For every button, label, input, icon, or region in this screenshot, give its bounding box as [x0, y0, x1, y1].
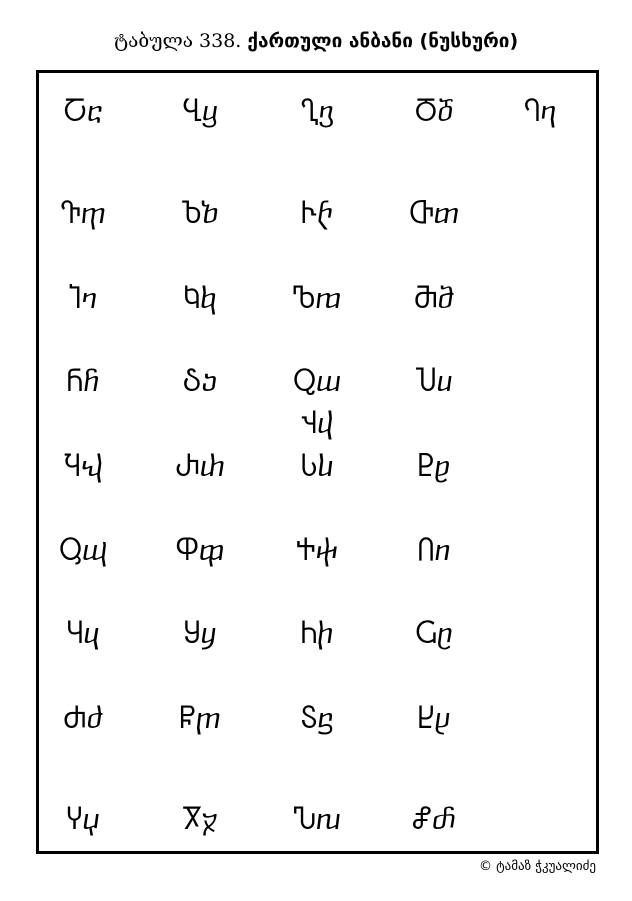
letter-cell: Ⴂⴂ — [300, 97, 334, 128]
letter-cell: Ⴖⴖ — [417, 536, 451, 567]
letter-cell: Ⴅⴅ — [60, 199, 106, 230]
copyright-notice: © ტამაზ ჭკუალიძე — [478, 859, 596, 874]
letter-cell: Ⴔⴔ — [175, 536, 225, 567]
page-title — [0, 30, 632, 52]
letter-cell: Ⴟⴟ — [182, 805, 218, 836]
letter-cell: Ⴉⴉ — [183, 284, 217, 315]
letter-cell: Ⴣⴣ — [300, 409, 334, 440]
title-bold: ქართული ანბანი (ნუსხური) — [247, 30, 519, 52]
letter-cell: Ⴆⴆ — [181, 199, 219, 230]
letter-cell: Ⴞⴞ — [417, 704, 451, 735]
letter-cell: Ⴏⴏ — [63, 452, 103, 483]
letter-cell: Ⴗⴗ — [66, 619, 100, 650]
letter-cell: Ⴤⴤ — [66, 805, 100, 836]
letter-cell: Ⴓⴓ — [58, 536, 107, 567]
letter-cell: Ⴄⴄ — [523, 97, 557, 128]
letter-cell: Ⴠⴠ — [293, 805, 341, 836]
letter-cell: Ⴊⴊ — [292, 284, 342, 315]
letter-cell: Ⴢⴢ — [182, 367, 218, 398]
letter-cell: Ⴋⴋ — [413, 284, 455, 315]
letter-cell: Ⴥⴥ — [411, 805, 457, 836]
letter-cell: Ⴕⴕ — [296, 536, 338, 567]
letter-cell: Ⴝⴝ — [300, 704, 334, 735]
letter-cell: Ⴎⴎ — [415, 367, 453, 398]
letter-cell: Ⴚⴚ — [414, 619, 454, 650]
letter-cell: Ⴀⴀ — [63, 97, 103, 128]
letter-cell: Ⴛⴛ — [62, 704, 104, 735]
letter-cell: Ⴃⴃ — [414, 97, 454, 128]
letter-cell: Ⴍⴍ — [292, 367, 342, 398]
letter-cell: Ⴘⴘ — [183, 619, 217, 650]
letter-cell: Ⴁⴁ — [182, 97, 218, 128]
letter-cell: Ⴑⴑ — [300, 452, 334, 483]
letter-cell: Ⴒⴒ — [417, 452, 451, 483]
letter-cell: Ⴜⴜ — [179, 704, 221, 735]
letter-cell: Ⴌⴌ — [66, 367, 100, 398]
letter-cell: Ⴇⴇ — [408, 199, 460, 230]
title-prefix: ტაბულა 338. — [113, 30, 242, 52]
letter-cell: Ⴐⴐ — [175, 452, 225, 483]
letter-cell: Ⴙⴙ — [300, 619, 334, 650]
letter-cell: Ⴈⴈ — [68, 284, 98, 315]
letter-cell: Ⴡⴡ — [300, 199, 334, 230]
